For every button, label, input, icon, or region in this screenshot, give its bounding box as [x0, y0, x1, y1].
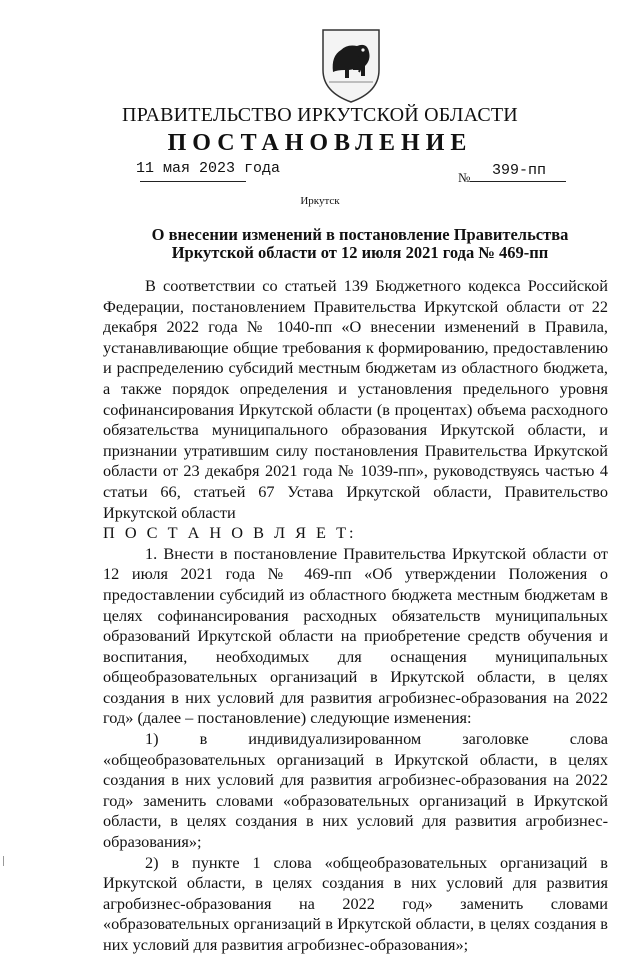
number-sign: № [458, 170, 471, 185]
government-name: ПРАВИТЕЛЬСТВО ИРКУТСКОЙ ОБЛАСТИ [122, 104, 518, 126]
resolves-heading: П О С Т А Н О В Л Я Е Т: [103, 523, 357, 543]
number-underline [470, 181, 566, 182]
preamble-paragraph: В соответствии со статьей 139 Бюджетного кодекса Российской Федерации, постановлением Правительства Иркутской области от 22 декабря 2022 года № 1040-пп «О внесении изменений в Правила, устанавливающие общие требования к формированию, предоставлению и распределению субсидий местным бюджетам из областного бюджета, а также порядок определения и установления предельного уровня софинансирования Иркутской области (в процентах) объема расходного обязательства муниципального образования Иркутской области, и признании утратившим силу постановления Правительства Иркутской области от 23 декабря 2021 года № 1039-пп», руководствуясь частью 4 статьи 66, статьей 67 Устава Иркутской области, Правительство Иркутской области [103, 276, 608, 522]
subitem-1-paragraph: 1) в индивидуализированном заголовке слова «общеобразовательных организаций в Иркутской области, в целях создания в них условий для развития агробизнес-образования на 2022 год» заменить словами «образовательных организаций в Иркутской области, в целях создания в них условий для развития агробизнес-образования»; [103, 729, 608, 852]
subitem-2-paragraph: 2) в пункте 1 слова «общеобразовательных организаций в Иркутской области, в целях создания в них условий для развития агробизнес-образования на 2022 год» заменить словами «образовательных организаций в Иркутской области, в целях создания в них условий для развития агробизнес-образования»; [103, 852, 608, 954]
date-underline [140, 181, 246, 182]
document-number: 399-пп [492, 162, 547, 179]
coat-of-arms-emblem [319, 26, 383, 104]
document-type: ПОСТАНОВЛЕНИЕ [167, 130, 473, 156]
title-line-1: О внесении изменений в постановление Правительства [151, 225, 569, 244]
title-line-2: Иркутской области от 12 июля 2021 года № 469-пп [171, 243, 549, 262]
city-name: Иркутск [300, 195, 340, 207]
item-1-paragraph: 1. Внести в постановление Правительства Иркутской области от 12 июля 2021 года № 469-пп «Об утверждении Положения о предоставлении субсидий из областного бюджета местным бюджетам в целях софинансирования расходных обязательств муниципальных образований Иркутской области на приобретение средств обучения и воспитания, необходимых для оснащения муниципальных общеобразовательных организаций в Иркутской области, в целях создания в них условий для развития агробизнес-образования на 2022 год» (далее – постановление) следующие изменения: [103, 543, 608, 728]
document-date: 11 мая 2023 года [136, 160, 281, 177]
document-title [100, 226, 620, 262]
scan-margin-mark [3, 856, 4, 866]
document-body [103, 276, 608, 956]
